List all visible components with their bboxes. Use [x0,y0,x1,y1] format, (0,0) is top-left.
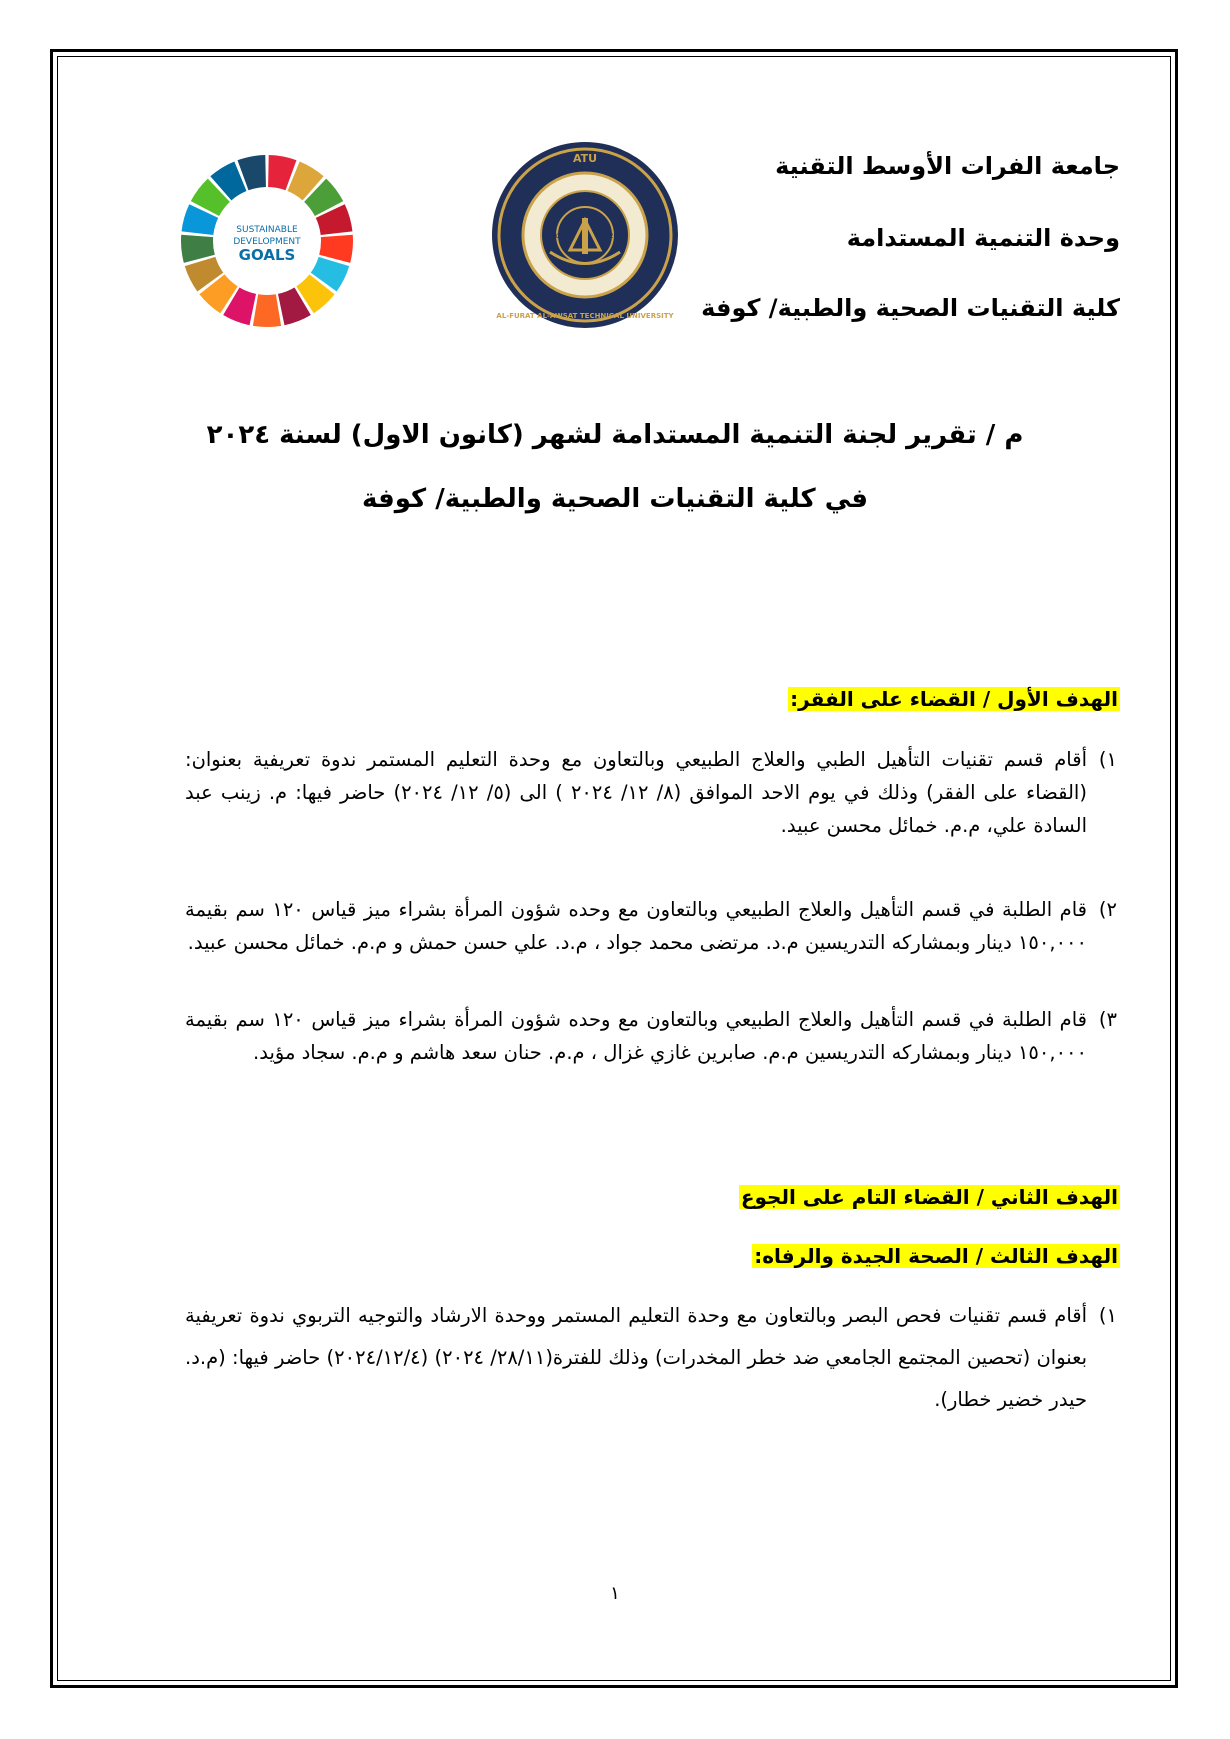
atu-university-logo [490,140,680,330]
atu-logo-text-top: ATU [572,152,598,165]
header-university: جامعة الفرات الأوسط التقنية [775,152,1120,180]
sdg-text-line3: GOALS [238,246,296,264]
goal3-item-1-number: ١) [1098,1304,1117,1327]
goal1-item-2 [185,893,1115,959]
goal1-item-3 [185,1003,1115,1069]
atu-logo-year-right: 2014 [609,232,627,240]
goal1-item-1 [185,743,1115,842]
goal3-heading: الهدف الثالث / الصحة الجيدة والرفاه: [754,1244,1118,1268]
goal1-item-1-text: أقام قسم تقنيات التأهيل الطبي والعلاج الطبيعي وبالتعاون مع وحدة التعليم المستمر ندوة تعريفية بعنوان: (القضاء على الفقر) وذلك في يوم الاحد الموافق (٨/ ١٢/ ٢٠٢٤ ) الى (٥/ ١٢/ ٢٠٢٤) حاضر فيها: م. زينب عبد السادة علي، م.م. خمائل محسن عبيد. [185,748,1087,837]
goal3-item-1 [185,1295,1115,1421]
sdg-text-line2: DEVELOPMENT [233,237,301,247]
goal1-heading: الهدف الأول / القضاء على الفقر: [790,687,1118,711]
header-unit: وحدة التنمية المستدامة [846,224,1120,252]
goal1-item-2-text: قام الطلبة في قسم التأهيل والعلاج الطبيعي وبالتعاون مع وحده شؤون المرأة بشراء ميز قياس ١٢٠ سم بقيمة ١٥٠,٠٠٠ دينار وبمشاركه التدريسين م.د. مرتضى محمد جواد ، م.د. علي حسن حمش و م.م. خمائل محسن عبيد. [185,898,1087,954]
goal1-item-1-number: ١) [1098,748,1117,771]
report-title: م / تقرير لجنة التنمية المستدامة لشهر (كانون الاول) لسنة ٢٠٢٤ [206,420,1024,450]
page-number: ١ [610,1583,620,1604]
goal2-heading: الهدف الثاني / القضاء التام على الجوع [740,1185,1118,1209]
header-college: كلية التقنيات الصحية والطبية/ كوفة [701,294,1120,322]
goal1-item-3-number: ٣) [1098,1008,1117,1031]
report-subtitle: في كلية التقنيات الصحية والطبية/ كوفة [361,484,869,514]
atu-logo-text-ring: AL-FURAT AL-AWSAT TECHNICAL UNIVERSITY [496,312,674,320]
sdg-wheel-logo [178,152,356,330]
goal3-item-1-text: أقام قسم تقنيات فحص البصر وبالتعاون مع وحدة التعليم المستمر ووحدة الارشاد والتوجيه التربوي ندوة تعريفية بعنوان (تحصين المجتمع الجامعي ضد خطر المخدرات) وذلك للفترة(٢٨/١١/ ٢٠٢٤) (٢٠٢٤/١٢/٤) حاضر فيها: (م.د. حيدر خضير خطار). [185,1304,1087,1411]
goal1-item-2-number: ٢) [1098,898,1117,921]
atu-logo-year-left: ١٤٣٥ [544,232,560,240]
sdg-segment [253,294,281,327]
sdg-text-line1: SUSTAINABLE [236,225,298,235]
goal1-item-3-text: قام الطلبة في قسم التأهيل والعلاج الطبيعي وبالتعاون مع وحده شؤون المرأة بشراء ميز قياس ١٢٠ سم بقيمة ١٥٠,٠٠٠ دينار وبمشاركه التدريسين م.م. صابرين غازي غزال ، م.م. حنان سعد هاشم و م.م. سجاد مؤيد. [185,1008,1087,1064]
